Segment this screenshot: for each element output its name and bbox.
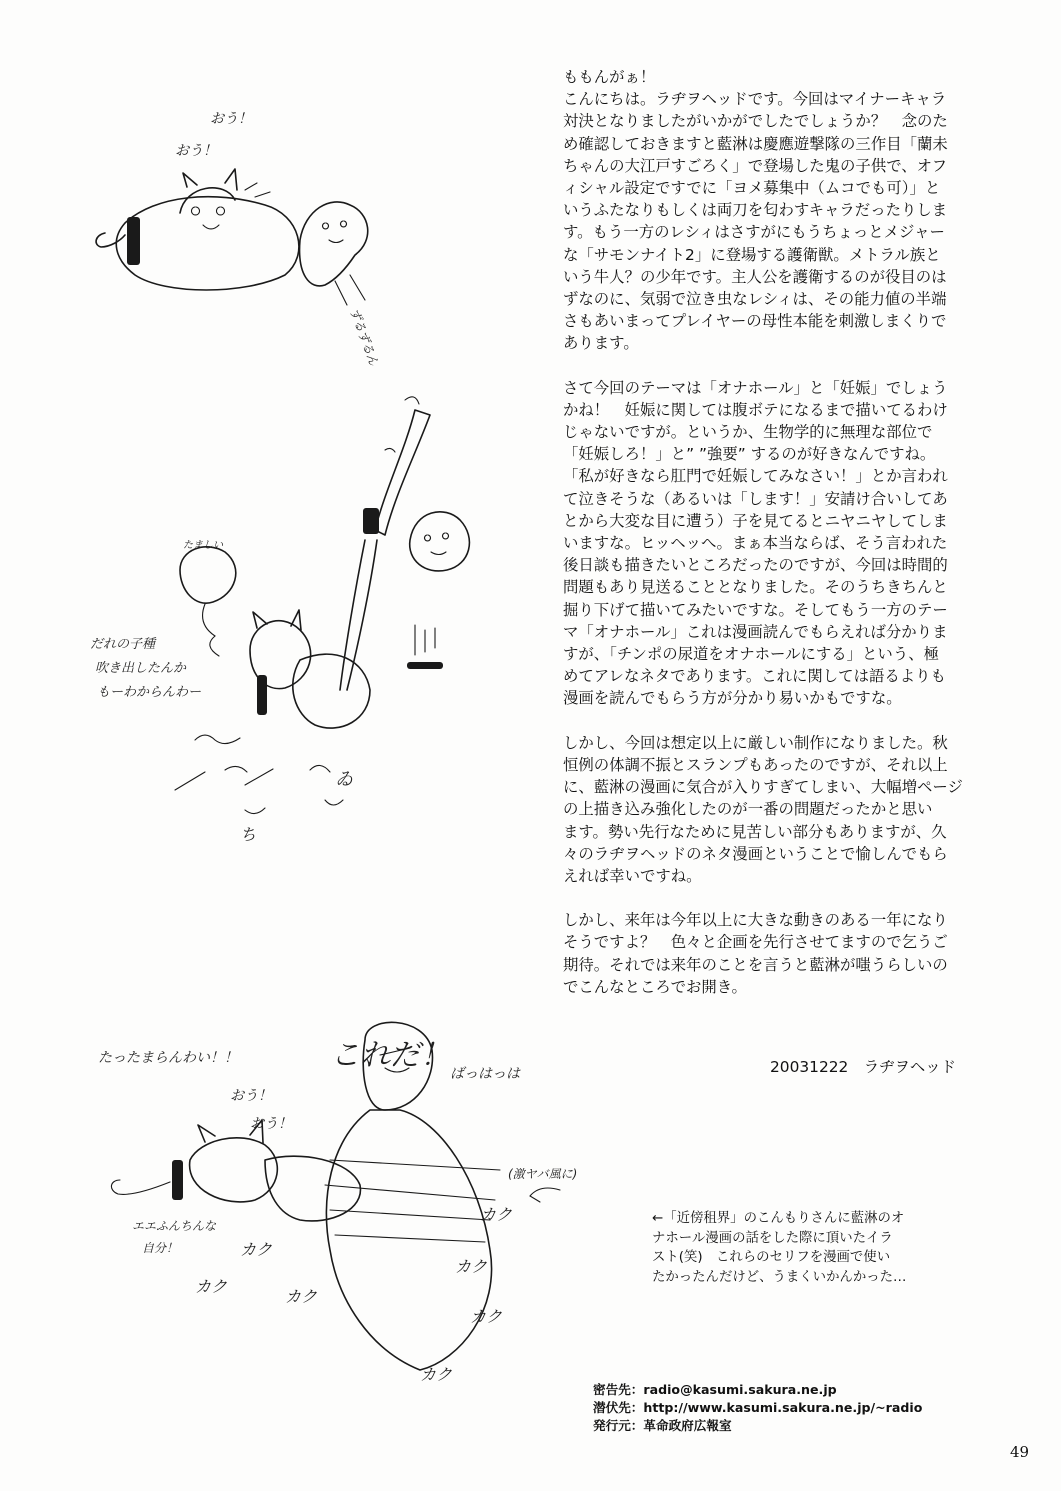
sketch-bottom [80,1010,640,1400]
text-line: しかし、来年は今年以上に大きな動きのある一年になり [563,911,948,930]
text-line: すが、「チンポの尿道をオナホールにする」という、極 [563,645,939,664]
text-line: め確認しておきますと藍淋は慶應遊撃隊の三作目「蘭未 [563,134,948,153]
sketch-bottom-shout: これだ！ [330,1038,450,1073]
text-line: な「サモンナイト2」に登場する護衛獣。メトラル族と [563,245,941,264]
caption-line: ←「近傍租界」のこんもりさんに藍淋のオ [652,1211,905,1226]
sketch-bottom-note-3: おう！ [250,1116,292,1132]
sketch-middle-ghost-label: たましい [183,540,223,551]
sketch-top-note-1: おう！ [210,111,252,127]
sketch-bottom-laugh: ばっはっは [450,1066,520,1082]
sketch-bottom-sfx-3: カク [285,1287,318,1306]
text-line: かね！ 妊娠に関しては腹ボテになるまで描いてるわけ [563,400,948,419]
afterword-paragraph-1 [563,66,991,355]
sketch-middle-drawing [85,390,485,850]
text-line: 期待。それでは来年のことを言うと藍淋が嗤うらしいの [563,955,948,974]
sketch-middle-note-1: だれの子種 [90,637,156,652]
text-line: しかし、今回は想定以上に厳しい制作になりました。秋 [563,733,948,752]
text-line: の上描き込み強化したのが一番の問題だったかと思い [563,800,933,819]
colophon-hideout: 潜伏先：http://www.kasumi.sakura.ne.jp/~radio [593,1400,923,1415]
colophon-publisher: 発行元：革命政府広報室 [593,1418,732,1433]
sketch-bottom-sfx-7: カク [420,1365,453,1384]
afterword-paragraph-2 [563,377,991,710]
text-line: いますな。ヒッヘッへ。まぁ本当ならば、そう言われた [563,534,948,553]
text-line: じゃないですが。というか、生物学的に無理な部位で [563,423,933,442]
sketch-bottom-note-6: 自分！ [142,1241,179,1255]
colophon-contact: 密告先：radio@kasumi.sakura.ne.jp [593,1382,837,1397]
afterword-paragraph-4 [563,909,991,998]
censor-bar-middle-floor [407,662,443,669]
censor-bar-middle-top [363,508,379,534]
text-line: に、藍淋の漫画に気合が入りすぎてしまい、大幅増ページ [563,778,963,797]
sketch-bottom-sfx-6: カク [470,1307,503,1326]
text-line: 恒例の体調不振とスランプもあったのですが、それ以上 [563,755,948,774]
text-line: ィシャル設定ですでに「ヨメ募集中（ムコでも可）」と [563,179,941,198]
sketch-bottom-note-1: たったまらんわい！！ [98,1050,238,1066]
text-line: でこんなところでお開き。 [563,977,747,996]
sketch-middle-note-3: もーわからんわー [97,685,202,700]
text-line: ももんがぁ！ [563,68,656,86]
text-line: す。もう一方のレシィはさすがにもうちょっとメジャー [563,223,945,242]
sketch-bottom-sfx-1: カク [240,1240,273,1259]
text-line: て泣きそうな（あるいは「します！」安請け合いしてあ [563,489,948,508]
text-line: いう牛人？の少年です。主人公を護衛するのが役目のは [563,267,947,286]
text-line: めてアレなネタであります。これに関しては語るよりも [563,667,946,686]
afterword-signature: 20031222 ラヂヲヘッド [770,1058,957,1076]
caption-line: スト(笑) これらのセリフを漫画で使い [652,1250,891,1266]
sketch-top-note-2: おう！ [175,143,217,159]
caption-line: ナホール漫画の話をした際に頂いたイラ [652,1230,893,1246]
sketch-top-note-3: ずるずるん [347,306,381,368]
afterword-paragraph-3 [563,732,991,887]
caption-line: たかったんだけど、うまくいかんかった… [652,1269,907,1285]
sketch-bottom-sfx-5: カク [455,1257,488,1276]
text-line: さもあいまってプレイヤーの母性本能を刺激しまくりで [563,312,947,331]
censor-bar-bottom [172,1160,183,1200]
text-line: さて今回のテーマは「オナホール」と「妊娠」でしょう [563,378,948,397]
illustration-caption [652,1209,992,1287]
censor-bar-top [127,217,140,265]
text-line: 問題もあり見送ることとなりました。そのうちきちんと [563,578,948,597]
text-line: ます。勢い先行なために見苦しい部分もありますが、久 [563,822,947,841]
sketch-bottom-note-2: おう！ [230,1088,272,1104]
text-line: そうですよ？ 色々と企画を先行させてますので乞うご [563,933,948,952]
text-line: 漫画を読んでもらう方が分かり易いかもですな。 [563,689,902,708]
afterword-text [563,66,991,1020]
page-number: 49 [1010,1443,1030,1461]
text-line: 「私が好きなら肛門で妊娠してみなさい！」とか言われ [563,467,948,486]
text-line: とから大変な目に遭う）子を見てるとニヤニヤしてしま [563,511,948,530]
sketch-bottom-drawing [80,1010,640,1400]
text-line: ずなのに、気弱で泣き虫なレシィは、その能力値の半端 [563,290,947,309]
sketch-bottom-sfx-4: カク [480,1205,513,1224]
text-line: こんにちは。ラヂヲヘッドです。今回はマイナーキャラ [563,90,947,109]
text-line: マ「オナホール」これは漫画読んでもらえれば分かりま [563,622,948,641]
text-line: ちゃんの大江戸すごろく」で登場した鬼の子供で、オフ [563,156,947,175]
sketch-middle [85,390,485,850]
sketch-bottom-note-5: エエふんちんな [132,1219,217,1233]
sketch-bottom-sfx-2: カク [195,1277,228,1296]
colophon [593,1381,922,1435]
sketch-middle-splash-1: ゐ [335,769,353,790]
text-line: いうふたなりもしくは両刀を匂わすキャラだったりしま [563,201,948,220]
text-line: 掘り下げて描いてみたいですな。そしてもう一方のテー [563,600,948,619]
text-line: 後日談も描きたいところだったのですが、今回は時間的 [563,556,948,575]
text-line: 々のラヂヲヘッドのネタ漫画ということで愉しんでもら [563,844,948,863]
sketch-middle-splash-2: ち [240,825,257,844]
text-line: 対決となりましたがいかがでしたでしょうか？ 念のた [563,112,948,131]
sketch-middle-note-2: 吹き出したんか [95,661,187,676]
sketch-top [85,95,425,368]
censor-bar-middle [257,675,267,715]
sketch-top-drawing [85,95,425,368]
text-line: 「妊娠しろ！」と” ”強要” するのが好きなんですね。 [563,445,936,464]
text-line: えれば幸いですね。 [563,866,702,885]
sketch-bottom-note-4: (激ヤバ風に) [508,1167,578,1181]
text-line: あります。 [563,334,639,353]
